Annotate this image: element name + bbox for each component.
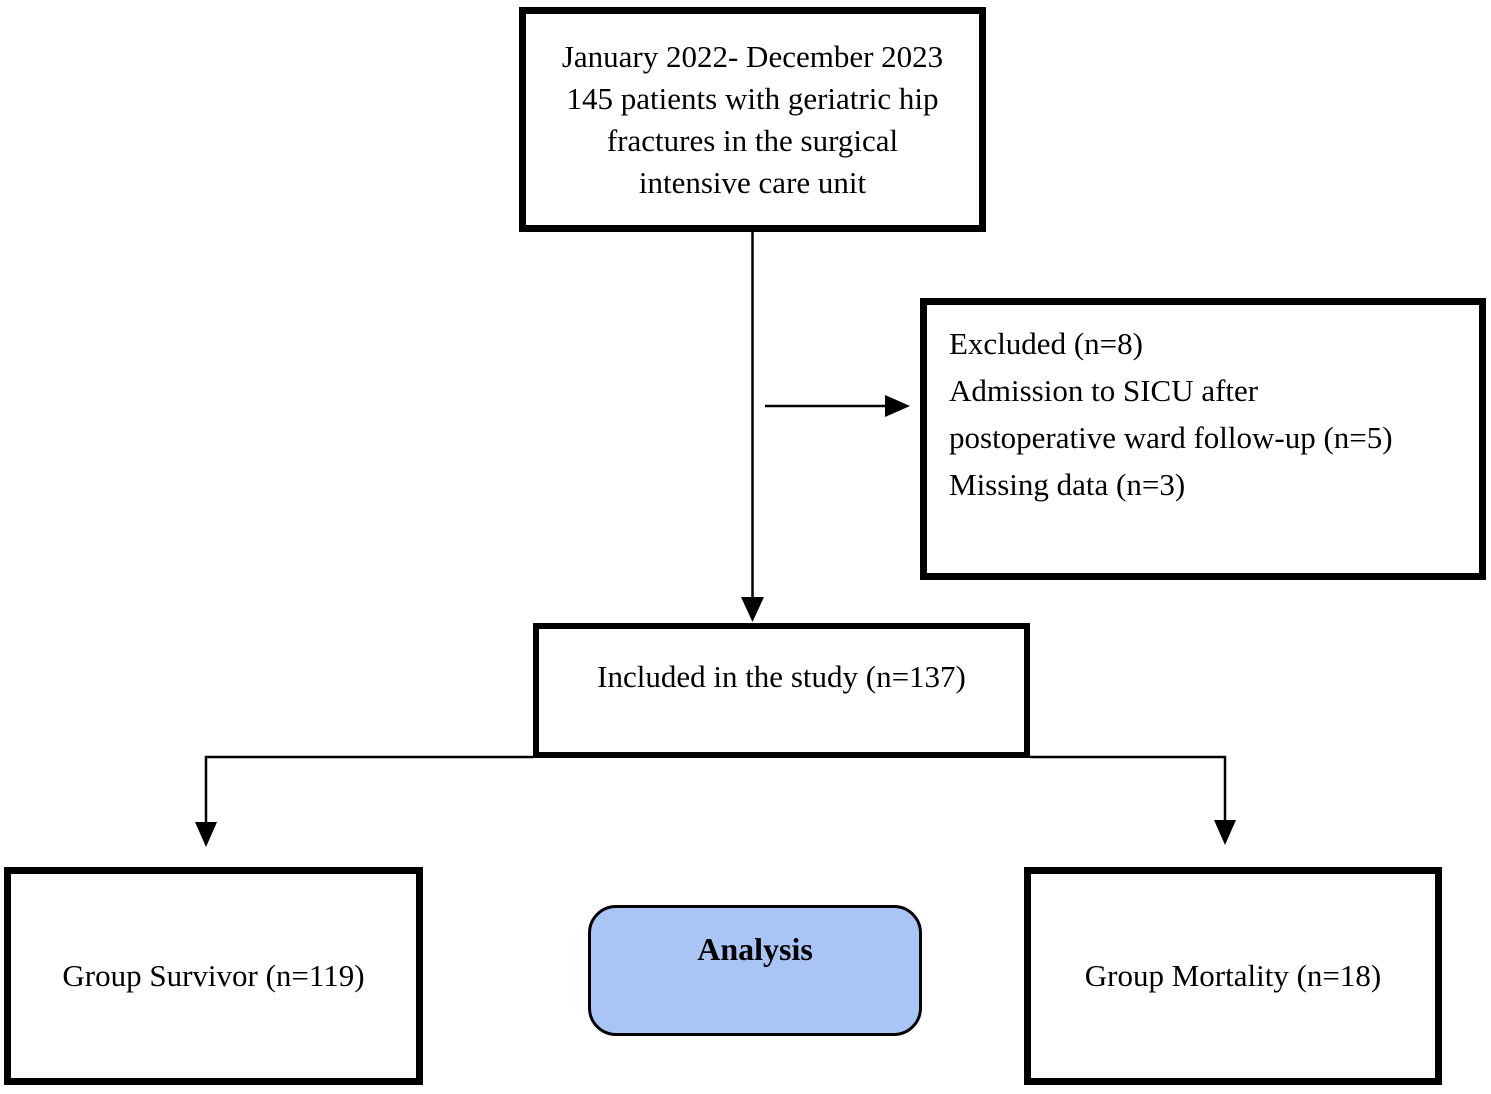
exclusion-line: Excluded (n=8) <box>949 326 1143 361</box>
connector-included-to-mortality <box>1030 757 1236 845</box>
enrollment-line: January 2022- December 2023 <box>561 38 944 74</box>
analysis-label: Analysis <box>697 931 813 967</box>
included-box <box>533 623 1030 758</box>
arrow-to-exclusion <box>765 395 910 417</box>
mortality-label: Group Mortality (n=18) <box>1084 958 1382 993</box>
included-label: Included in the study (n=137) <box>597 659 966 694</box>
exclusion-line: Admission to SICU after <box>949 373 1259 408</box>
enrollment-line: fractures in the surgical <box>606 122 899 158</box>
survivor-box <box>4 867 423 1085</box>
arrow-enrollment-to-included <box>741 232 764 622</box>
mortality-box <box>1024 867 1442 1085</box>
survivor-label: Group Survivor (n=119) <box>62 958 365 993</box>
connector-included-to-survivor <box>195 757 533 847</box>
exclusion-line: Missing data (n=3) <box>949 467 1186 502</box>
enrollment-line: intensive care unit <box>638 164 867 200</box>
enrollment-line: 145 patients with geriatric hip <box>566 80 939 116</box>
exclusion-line: postoperative ward follow-up (n=5) <box>949 420 1393 455</box>
analysis-box <box>588 905 922 1036</box>
enrollment-box <box>519 7 986 232</box>
exclusion-box <box>920 298 1486 580</box>
